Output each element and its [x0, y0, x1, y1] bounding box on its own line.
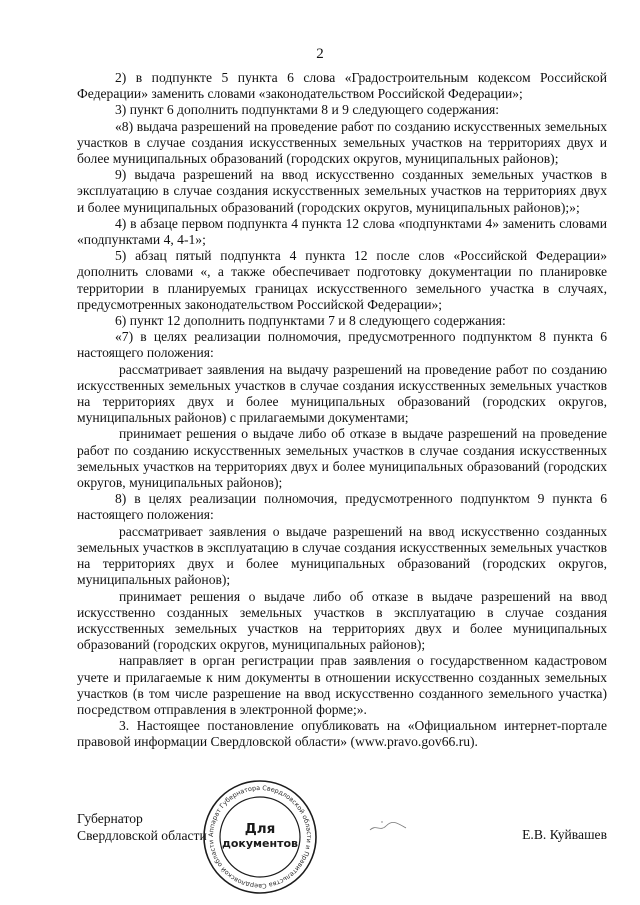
page-number: 2 — [316, 46, 324, 62]
paragraph-clause: принимает решения о выдаче либо об отказе в выдаче разрешений на проведение работ по созданию искусственных земельных участков в случае создания искусственных земельных участков на территориях двух и более муниципальных образований (городских округов, муниципальных районов); — [77, 426, 607, 491]
paragraph-clause: рассматривает заявления о выдаче разрешений на ввод искусственно созданных земельных участков в эксплуатацию в случае создания искусственных земельных участков на территориях двух и более муниципальных образований (городских округов, муниципальных районов); — [77, 523, 607, 588]
stamp-main-line1: Для — [244, 821, 276, 837]
paragraph-item-6: 6) пункт 12 дополнить подпунктами 7 и 8 следующего содержания: — [115, 313, 506, 329]
signature-block — [77, 811, 607, 844]
paragraph-clause: принимает решения о выдаче либо об отказе в выдаче разрешений на ввод искусственно созданных земельных участков в эксплуатацию в случае создания искусственных земельных участков на территориях двух и более муниципальных образований (городских округов, муниципальных районов); — [77, 588, 607, 653]
paragraph-clause: рассматривает заявления на выдачу разрешений на проведение работ по созданию искусственных земельных участков в случае создания искусственных земельных участков на территориях двух и более муниципальных образований (городских округов, муниципальных районов) с прилагаемыми документами; — [77, 361, 607, 426]
paragraph-clause: направляет в орган регистрации прав заявления о государственном кадастровом учете и прилагаемые к ним документы в отношении искусственно созданных земельных участков (в том числе разрешение на ввод искусственно созданного земельного участка) посредством отправления в электронной форме;». — [77, 653, 607, 717]
stamp-ring-text: Аппарат Губернатора Свердловской области и Правительства Свердловской области — [206, 783, 314, 891]
paragraph-item-2: 2) в подпункте 5 пункта 6 слова «Градостроительным кодексом Российской Федерации» заменить словами «законодательством Российской Федерации»; — [77, 70, 607, 102]
signatory-title-line1: Губернатор — [77, 811, 143, 826]
signature-mark-icon — [368, 818, 408, 836]
paragraph-item-4: 4) в абзаце первом подпункта 4 пункта 12 слова «подпунктами 4» заменить словами «подпунктами 4, 4-1»; — [77, 215, 607, 248]
stamp-main-line2: документов — [221, 837, 299, 850]
seal-stamp — [201, 778, 319, 896]
paragraph-subitem-8b: 8) в целях реализации полномочия, предусмотренного подпунктом 9 пункта 6 настоящего положения: — [77, 491, 607, 523]
paragraph-item-5: 5) абзац пятый подпункта 4 пункта 12 после слов «Российской Федерации» дополнить словами «, а также обеспечивает подготовку документации по планировке территории в планируемых границах искусственного земельного участка в случаях, предусмотренных законодательством Российской Федерации»; — [77, 248, 607, 312]
paragraph-item-3: 3) пункт 6 дополнить подпунктами 8 и 9 следующего содержания: — [115, 102, 500, 118]
paragraph-subitem-7: «7) в целях реализации полномочия, предусмотренного подпунктом 8 пункта 6 настоящего положения: — [77, 329, 607, 361]
signatory-title-line2: Свердловской области — [77, 827, 207, 843]
paragraph-publication: 3. Настоящее постановление опубликовать на «Официальном интернет-портале правовой информации Свердловской области» (www.pravo.gov66.ru). — [77, 718, 607, 750]
paragraph-subitem-8: «8) выдача разрешений на проведение работ по созданию искусственных земельных участков в случае создания искусственных земельных участков на территориях двух и более муниципальных образований (городских округов, муниципальных районов); — [77, 118, 607, 167]
signatory-name: Е.В. Куйвашев — [522, 827, 607, 842]
document-body — [77, 70, 607, 751]
paragraph-subitem-9: 9) выдача разрешений на ввод искусственно созданных земельных участков в эксплуатацию в случае создания искусственных земельных участков на территориях двух и более муниципальных образований (городских округов, муниципальных районов);»; — [77, 167, 607, 215]
